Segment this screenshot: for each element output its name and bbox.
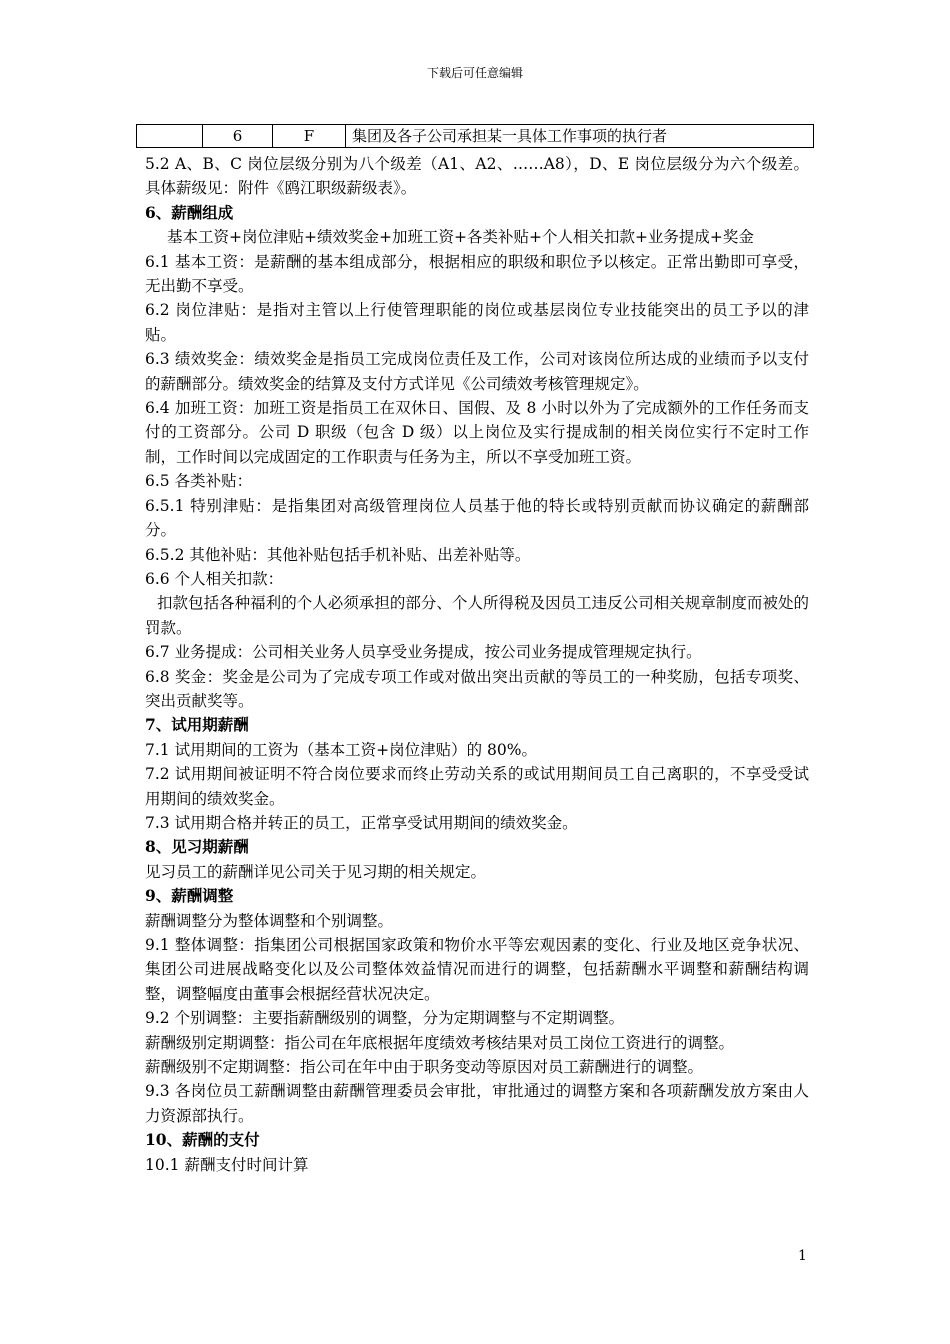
paragraph-5-2: 5.2 A、B、C 岗位层级分别为八个级差（A1、A2、……A8），D、E 岗位层级分为六个级差。具体薪级见：附件《鸥江职级薪级表》。 <box>145 155 809 198</box>
paragraph-9-2-irregular: 薪酬级别不定期调整：指公司在年中由于职务变动等原因对员工薪酬进行的调整。 <box>145 1058 704 1077</box>
table-cell-number: 6 <box>203 125 273 147</box>
section-heading-7: 7、试用期薪酬 <box>145 715 249 735</box>
section-heading-10: 10、薪酬的支付 <box>145 1130 260 1150</box>
paragraph-6-2: 6.2 岗位津贴：是指对主管以上行使管理职能的岗位或基层岗位专业技能突出的员工予以的津贴。 <box>145 301 809 344</box>
paragraph-9-2: 9.2 个别调整：主要指薪酬级别的调整，分为定期调整与不定期调整。 <box>145 1009 625 1028</box>
section-heading-8: 8、见习期薪酬 <box>145 837 249 857</box>
section-heading-9: 9、薪酬调整 <box>145 886 234 906</box>
page-number: 1 <box>798 1248 807 1264</box>
document-body <box>145 152 809 1177</box>
job-level-table-row <box>136 124 814 148</box>
paragraph-7-1: 7.1 试用期间的工资为（基本工资+岗位津贴）的 80%。 <box>145 740 537 759</box>
paragraph-7-2: 7.2 试用期间被证明不符合岗位要求而终止劳动关系的或试用期间员工自己离职的，不享受受试用期间的绩效奖金。 <box>145 765 809 808</box>
paragraph-10-1: 10.1 薪酬支付时间计算 <box>145 1155 309 1174</box>
paragraph-9-2-periodic: 薪酬级别定期调整：指公司在年底根据年度绩效考核结果对员工岗位工资进行的调整。 <box>145 1033 735 1052</box>
paragraph-6-6: 6.6 个人相关扣款： <box>145 569 284 588</box>
paragraph-6-3: 6.3 绩效奖金：绩效奖金是指员工完成岗位责任及工作，公司对该岗位所达成的业绩而予以支付的薪酬部分。绩效奖金的结算及支付方式详见《公司绩效考核管理规定》。 <box>145 350 809 393</box>
paragraph-8: 见习员工的薪酬详见公司关于见习期的相关规定。 <box>145 862 487 881</box>
paragraph-9-1: 9.1 整体调整：指集团公司根据国家政策和物价水平等宏观因素的变化、行业及地区竞争状况、集团公司进展战略变化以及公司整体效益情况而进行的调整，包括薪酬水平调整和薪酬结构调整，调整幅度由董事会根据经营状况决定。 <box>145 936 809 1003</box>
paragraph-7-3: 7.3 试用期合格并转正的员工，正常享受试用期间的绩效奖金。 <box>145 813 578 832</box>
paragraph-6-5: 6.5 各类补贴： <box>145 472 253 491</box>
paragraph-6-8: 6.8 奖金：奖金是公司为了完成专项工作或对做出突出贡献的等员工的一种奖励，包括专项奖、突出贡献奖等。 <box>145 667 809 710</box>
page-header: 下载后可任意编辑 <box>426 66 523 80</box>
paragraph-6-1: 6.1 基本工资：是薪酬的基本组成部分，根据相应的职级和职位予以核定。正常出勤即可享受，无出勤不享受。 <box>145 252 809 296</box>
table-cell-level: F <box>273 125 346 147</box>
paragraph-deductions: 扣款包括各种福利的个人必须承担的部分、个人所得税及因员工违反公司相关规章制度而被处的罚款。 <box>145 594 809 637</box>
salary-formula: 基本工资+岗位津贴+绩效奖金+加班工资+各类补贴+个人相关扣款+业务提成+奖金 <box>167 228 754 247</box>
paragraph-6-7: 6.7 业务提成：公司相关业务人员享受业务提成，按公司业务提成管理规定执行。 <box>145 643 702 662</box>
paragraph-6-4: 6.4 加班工资：加班工资是指员工在双休日、国假、及 8 小时以外为了完成额外的工作任务而支付的工资部分。公司 D 职级（包含 D 级）以上岗位及实行提成制的相关岗位实行不定时工作制，工作时间以完成固定的工作职责与任务为主，所以不享受加班工资。 <box>145 399 809 466</box>
paragraph-6-5-1: 6.5.1 特别津贴：是指集团对高级管理岗位人员基于他的特长或特别贡献而协议确定的薪酬部分。 <box>145 496 809 540</box>
table-cell-empty <box>137 125 203 147</box>
section-heading-6: 6、薪酬组成 <box>145 202 234 222</box>
paragraph-9: 薪酬调整分为整体调整和个别调整。 <box>145 911 394 930</box>
table-cell-description: 集团及各子公司承担某一具体工作事项的执行者 <box>352 127 668 145</box>
paragraph-6-5-2: 6.5.2 其他补贴：其他补贴包括手机补贴、出差补贴等。 <box>145 545 531 564</box>
paragraph-9-3: 9.3 各岗位员工薪酬调整由薪酬管理委员会审批，审批通过的调整方案和各项薪酬发放方案由人力资源部执行。 <box>145 1082 809 1125</box>
